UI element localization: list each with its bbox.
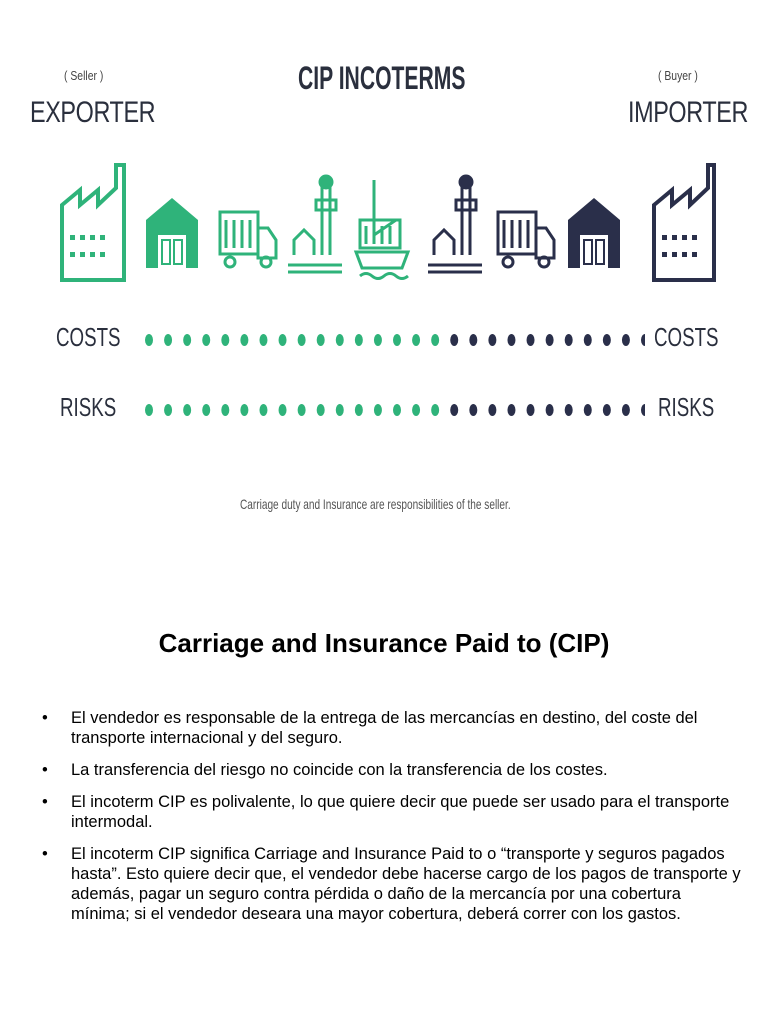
bullet-symbol: •	[42, 761, 48, 779]
seller-responsibility-dot	[298, 404, 306, 416]
risks-label-left: RISKS	[60, 392, 117, 422]
seller-responsibility-dot	[202, 334, 210, 346]
seller-responsibility-dot	[431, 404, 439, 416]
buyer-responsibility-dot	[603, 334, 611, 346]
seller-responsibility-dot	[336, 404, 344, 416]
seller-responsibility-dot	[259, 334, 267, 346]
seller-responsibility-dot	[393, 404, 401, 416]
port-icon	[288, 176, 342, 272]
buyer-responsibility-dot	[565, 404, 573, 416]
list-item	[42, 792, 742, 832]
infographic-title: CIP INCOTERMS	[298, 60, 466, 96]
exporter-label: EXPORTER	[30, 96, 156, 129]
seller-responsibility-dot	[240, 404, 248, 416]
buyer-responsibility-dot	[584, 404, 592, 416]
list-item-text: La transferencia del riesgo no coincide con la transferencia de los costes.	[71, 761, 608, 779]
truck-icon	[220, 212, 276, 267]
buyer-responsibility-dot	[488, 334, 496, 346]
list-item	[42, 760, 742, 780]
risks-dots-row	[145, 400, 645, 420]
list-item	[42, 844, 742, 924]
buyer-responsibility-dot	[622, 404, 630, 416]
seller-responsibility-dot	[431, 334, 439, 346]
buyer-responsibility-dot	[641, 334, 645, 346]
seller-responsibility-dot	[374, 334, 382, 346]
seller-tag: ( Seller )	[64, 68, 104, 83]
buyer-responsibility-dot	[641, 404, 645, 416]
list-item	[42, 708, 742, 748]
buyer-responsibility-dot	[622, 334, 630, 346]
seller-responsibility-dot	[183, 404, 191, 416]
costs-label-left: COSTS	[56, 322, 121, 352]
buyer-responsibility-dot	[546, 334, 554, 346]
importer-factory-icon	[654, 165, 714, 280]
bullet-symbol: •	[42, 793, 48, 811]
buyer-responsibility-dot	[488, 404, 496, 416]
seller-responsibility-dot	[393, 334, 401, 346]
buyer-responsibility-dot	[469, 404, 477, 416]
seller-responsibility-dot	[145, 404, 153, 416]
seller-responsibility-dot	[336, 334, 344, 346]
bullet-symbol: •	[42, 709, 48, 727]
seller-responsibility-dot	[317, 404, 325, 416]
list-item-text: El incoterm CIP es polivalente, lo que quiere decir que puede ser usado para el transporte intermodal.	[71, 793, 730, 831]
exporter-factory-icon	[62, 165, 124, 280]
seller-responsibility-dot	[317, 334, 325, 346]
warehouse-icon	[146, 198, 198, 268]
seller-responsibility-dot	[298, 334, 306, 346]
infographic-caption: Carriage duty and Insurance are responsibilities of the seller.	[240, 496, 511, 512]
seller-responsibility-dot	[355, 334, 363, 346]
seller-responsibility-dot	[355, 404, 363, 416]
seller-responsibility-dot	[279, 404, 287, 416]
buyer-responsibility-dot	[469, 334, 477, 346]
buyer-responsibility-dot	[527, 334, 535, 346]
seller-responsibility-dot	[240, 334, 248, 346]
risks-label-right: RISKS	[658, 392, 715, 422]
buyer-responsibility-dot	[507, 334, 515, 346]
warehouse-icon	[568, 198, 620, 268]
seller-responsibility-dot	[221, 334, 229, 346]
bullet-list	[42, 708, 742, 936]
seller-responsibility-dot	[183, 334, 191, 346]
seller-responsibility-dot	[412, 404, 420, 416]
buyer-responsibility-dot	[603, 404, 611, 416]
list-item-text: El vendedor es responsable de la entrega de las mercancías en destino, del coste del transporte internacional y del seguro.	[71, 709, 698, 747]
buyer-responsibility-dot	[507, 404, 515, 416]
seller-responsibility-dot	[412, 334, 420, 346]
list-item-text: El incoterm CIP significa Carriage and Insurance Paid to o “transporte y seguros pagados hasta”. Esto quiere decir que, el vendedor debe hacerse cargo de los pagos de transporte y además, pagar un seguro contra pérdida o daño de la mercancía por una cobertura mínima; si el vendedor deseara una mayor cobertura, deberá correr con los gastos.	[71, 845, 741, 923]
buyer-responsibility-dot	[450, 334, 458, 346]
port-icon	[428, 176, 482, 272]
seller-responsibility-dot	[164, 334, 172, 346]
transport-chain	[0, 160, 768, 290]
importer-label: IMPORTER	[628, 96, 748, 129]
seller-responsibility-dot	[259, 404, 267, 416]
costs-label-right: COSTS	[654, 322, 719, 352]
buyer-responsibility-dot	[565, 334, 573, 346]
seller-responsibility-dot	[221, 404, 229, 416]
buyer-responsibility-dot	[450, 404, 458, 416]
seller-responsibility-dot	[164, 404, 172, 416]
seller-responsibility-dot	[279, 334, 287, 346]
buyer-responsibility-dot	[546, 404, 554, 416]
seller-responsibility-dot	[374, 404, 382, 416]
costs-dots-row	[145, 330, 645, 350]
ship-icon	[356, 180, 408, 279]
buyer-responsibility-dot	[584, 334, 592, 346]
document-title: Carriage and Insurance Paid to (CIP)	[158, 628, 610, 658]
buyer-tag: ( Buyer )	[658, 68, 698, 83]
truck-icon	[498, 212, 554, 267]
buyer-responsibility-dot	[527, 404, 535, 416]
seller-responsibility-dot	[145, 334, 153, 346]
seller-responsibility-dot	[202, 404, 210, 416]
bullet-symbol: •	[42, 845, 48, 863]
